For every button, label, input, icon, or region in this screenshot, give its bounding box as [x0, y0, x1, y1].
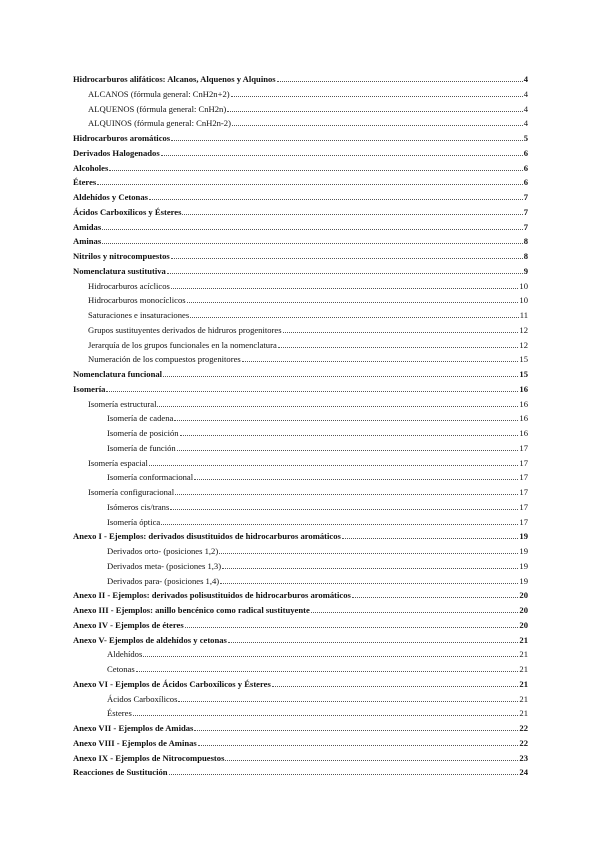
- dot-leader: [102, 243, 523, 244]
- toc-entry-page: 7: [523, 221, 528, 232]
- toc-entry-title: Anexo IX - Ejemplos de Nitrocompuestos: [73, 752, 225, 763]
- dot-leader: [194, 730, 518, 731]
- toc-entry-page: 6: [523, 162, 528, 173]
- toc-entry-title: Derivados para- (posiciones 1,4): [107, 575, 220, 586]
- toc-entry[interactable]: [73, 765, 528, 780]
- toc-entry-title: Anexo III - Ejemplos: anillo bencénico como radical sustituyente: [73, 605, 310, 615]
- dot-leader: [143, 656, 518, 657]
- toc-entry-title: Isomería de función: [107, 442, 176, 453]
- dot-leader: [149, 465, 519, 466]
- toc-entry-page: 21: [519, 664, 528, 674]
- toc-entry-title: Isomería configuracional: [88, 487, 175, 497]
- toc-entry[interactable]: [73, 633, 528, 648]
- toc-entry[interactable]: [73, 618, 528, 633]
- toc-entry[interactable]: [73, 146, 528, 161]
- toc-entry[interactable]: [73, 647, 528, 662]
- dot-leader: [163, 376, 518, 377]
- toc-entry-title: Anexo IV - Ejemplos de éteres: [73, 619, 184, 630]
- toc-entry-title: Ácidos Carboxílicos: [107, 693, 178, 704]
- toc-entry-title: Numeración de los compuestos progenitores: [88, 354, 241, 365]
- toc-entry-title: Hidrocarburos monocíclicos: [88, 295, 186, 306]
- toc-entry-title: Isomería conformacional: [107, 472, 194, 483]
- toc-entry[interactable]: [73, 426, 528, 441]
- toc-entry-page: 21: [519, 634, 528, 645]
- toc-entry[interactable]: [73, 338, 528, 353]
- dot-leader: [133, 715, 519, 716]
- toc-entry-page: 10: [519, 280, 528, 291]
- toc-entry-title: Derivados meta- (posiciones 1,3): [107, 560, 222, 571]
- toc-entry[interactable]: [73, 515, 528, 530]
- toc-entry-page: 24: [519, 767, 528, 778]
- toc-entry-title: Ácidos Carboxílicos y Ésteres: [73, 206, 182, 217]
- toc-entry-title: Aldehídos y Cetonas: [73, 192, 148, 202]
- toc-entry[interactable]: [73, 588, 528, 603]
- toc-entry[interactable]: [73, 116, 528, 131]
- toc-entry-page: 21: [519, 649, 528, 660]
- toc-entry-title: Anexo V- Ejemplos de aldehídos y cetonas: [73, 634, 227, 645]
- toc-entry-title: Anexo VI - Ejemplos de Ácidos Carboxílicos y Ésteres: [73, 678, 271, 689]
- toc-entry[interactable]: [73, 677, 528, 692]
- dot-leader: [170, 509, 518, 510]
- dot-leader: [225, 760, 518, 761]
- dot-leader: [106, 391, 518, 392]
- toc-entry-title: Isomería estructural: [88, 398, 157, 409]
- toc-entry-title: Alcoholes: [73, 162, 109, 173]
- toc-entry[interactable]: [73, 382, 528, 397]
- dot-leader: [352, 597, 519, 598]
- toc-entry[interactable]: [73, 721, 528, 736]
- toc-entry-page: 17: [519, 487, 528, 497]
- toc-entry-page: 20: [519, 619, 528, 630]
- toc-entry-title: Jerarquía de los grupos funcionales en la nomenclatura: [88, 339, 277, 350]
- dot-leader: [232, 125, 523, 126]
- dot-leader: [198, 745, 519, 746]
- toc-entry-title: Reacciones de Sustitución: [73, 767, 168, 778]
- toc-entry[interactable]: [73, 175, 528, 190]
- toc-entry-page: 4: [523, 103, 528, 114]
- toc-entry-page: 17: [519, 516, 528, 527]
- toc-entry-page: 6: [523, 177, 528, 188]
- dot-leader: [231, 96, 523, 97]
- dot-leader: [136, 671, 519, 672]
- toc-entry[interactable]: [73, 205, 528, 220]
- toc-entry-title: Nomenclatura sustitutiva: [73, 265, 166, 276]
- toc-entry[interactable]: [73, 559, 528, 574]
- dot-leader: [175, 494, 518, 495]
- dot-leader: [222, 568, 518, 569]
- toc-entry-title: Cetonas: [107, 664, 135, 674]
- toc-entry-page: 15: [519, 354, 528, 365]
- toc-entry[interactable]: [73, 190, 528, 205]
- toc-entry-page: 17: [519, 457, 528, 468]
- toc-entry-title: Hidrocarburos alifáticos: Alcanos, Alquenos y Alquinos: [73, 74, 276, 84]
- toc-entry[interactable]: [73, 470, 528, 485]
- toc-entry[interactable]: [73, 500, 528, 515]
- toc-entry-title: Nomenclatura funcional: [73, 369, 163, 379]
- dot-leader: [167, 273, 523, 274]
- toc-entry[interactable]: [73, 544, 528, 559]
- toc-entry[interactable]: [73, 692, 528, 707]
- toc-entry[interactable]: [73, 87, 528, 102]
- toc-entry[interactable]: [73, 131, 528, 146]
- toc-entry-page: 5: [523, 133, 528, 143]
- toc-entry[interactable]: [73, 279, 528, 294]
- toc-entry-page: 16: [519, 428, 528, 438]
- toc-entry-title: Isomería óptica: [107, 516, 161, 527]
- toc-entry-page: 19: [519, 531, 528, 542]
- toc-entry[interactable]: [73, 603, 528, 618]
- toc-entry-page: 21: [519, 678, 528, 689]
- dot-leader: [171, 288, 519, 289]
- toc-entry-page: 4: [523, 118, 528, 129]
- toc-entry[interactable]: [73, 234, 528, 249]
- toc-entry-title: Isomería de posición: [107, 428, 179, 438]
- toc-entry-page: 7: [523, 206, 528, 217]
- toc-entry-page: 21: [519, 708, 528, 719]
- toc-entry[interactable]: [73, 161, 528, 176]
- toc-entry-page: 8: [523, 251, 528, 261]
- toc-entry-title: Hidrocarburos aromáticos: [73, 133, 171, 143]
- dot-leader: [178, 701, 518, 702]
- toc-entry-page: 11: [519, 310, 528, 320]
- dot-leader: [311, 612, 519, 613]
- toc-entry-title: Isomería: [73, 383, 106, 394]
- toc-entry[interactable]: [73, 352, 528, 367]
- toc-entry-page: 22: [519, 723, 528, 733]
- toc-entry[interactable]: [73, 397, 528, 412]
- toc-entry-page: 19: [519, 560, 528, 571]
- dot-leader: [194, 479, 518, 480]
- dot-leader: [149, 199, 523, 200]
- toc-entry[interactable]: [73, 249, 528, 264]
- toc-entry-page: 17: [519, 472, 528, 483]
- dot-leader: [161, 155, 523, 156]
- toc-entry-page: 10: [519, 295, 528, 306]
- dot-leader: [102, 229, 523, 230]
- dot-leader: [177, 450, 519, 451]
- toc-entry-page: 4: [523, 88, 528, 99]
- toc-entry[interactable]: [73, 367, 528, 382]
- toc-entry[interactable]: [73, 220, 528, 235]
- toc-entry-page: 9: [523, 265, 528, 276]
- toc-entry[interactable]: [73, 485, 528, 500]
- toc-entry-title: Saturaciones e insaturaciones: [88, 310, 190, 320]
- toc-entry-title: ALQUINOS (fórmula general: CnH2n-2): [88, 118, 231, 129]
- toc-entry-title: Hidrocarburos acíclicos: [88, 280, 170, 291]
- dot-leader: [161, 524, 518, 525]
- toc-entry[interactable]: [73, 574, 528, 589]
- toc-entry-page: 19: [519, 575, 528, 586]
- toc-entry-title: ALQUENOS (fórmula general: CnH2n): [88, 103, 227, 114]
- dot-leader: [220, 583, 518, 584]
- dot-leader: [342, 538, 519, 539]
- dot-leader: [228, 642, 519, 643]
- dot-leader: [187, 302, 519, 303]
- dot-leader: [169, 774, 519, 775]
- dot-leader: [190, 317, 519, 318]
- dot-leader: [283, 332, 519, 333]
- toc-entry-page: 20: [519, 590, 528, 601]
- toc-entry[interactable]: [73, 529, 528, 544]
- toc-entry-page: 16: [519, 398, 528, 409]
- dot-leader: [227, 111, 523, 112]
- toc-entry-page: 4: [523, 74, 528, 84]
- toc-entry[interactable]: [73, 736, 528, 751]
- toc-entry-page: 23: [519, 752, 528, 763]
- toc-entry-page: 16: [519, 383, 528, 394]
- toc-entry-page: 17: [519, 501, 528, 512]
- toc-entry[interactable]: [73, 411, 528, 426]
- dot-leader: [180, 435, 519, 436]
- toc-entry-page: 12: [519, 339, 528, 350]
- toc-entry-page: 12: [519, 324, 528, 335]
- toc-entry[interactable]: [73, 662, 528, 677]
- toc-entry[interactable]: [73, 102, 528, 117]
- toc-entry[interactable]: [73, 293, 528, 308]
- toc-entry-title: Derivados Halogenados: [73, 147, 160, 158]
- toc-entry-title: Nitrilos y nitrocompuestos: [73, 251, 170, 261]
- toc-entry-page: 21: [519, 693, 528, 704]
- dot-leader: [272, 686, 519, 687]
- toc-entry-title: ALCANOS (fórmula general: CnH2n+2): [88, 88, 230, 99]
- toc-entry-page: 19: [519, 546, 528, 556]
- toc-entry-page: 17: [519, 442, 528, 453]
- dot-leader: [182, 214, 522, 215]
- dot-leader: [97, 184, 522, 185]
- toc-entry-title: Anexo VII - Ejemplos de Amidas: [73, 723, 194, 733]
- toc-entry-page: 7: [523, 192, 528, 202]
- dot-leader: [174, 420, 518, 421]
- dot-leader: [219, 553, 518, 554]
- toc-entry-page: 8: [523, 236, 528, 247]
- toc-entry-title: Anexo VIII - Ejemplos de Aminas: [73, 737, 197, 748]
- toc-entry-title: Isomería de cadena: [107, 413, 174, 424]
- toc-entry-title: Ésteres: [107, 708, 132, 719]
- dot-leader: [242, 361, 519, 362]
- toc-entry-title: Aminas: [73, 236, 102, 247]
- toc-entry-page: 20: [519, 605, 528, 615]
- toc-entry-page: 6: [523, 147, 528, 158]
- toc-entry-title: Aldehídos: [107, 649, 143, 660]
- toc-entry-title: Anexo I - Ejemplos: derivados disustituidos de hidrocarburos aromáticos: [73, 531, 341, 542]
- toc-entry-title: Derivados orto- (posiciones 1,2): [107, 546, 219, 556]
- dot-leader: [157, 406, 518, 407]
- dot-leader: [277, 81, 523, 82]
- toc-entry[interactable]: [73, 441, 528, 456]
- toc-entry-title: Isomería espacial: [88, 457, 148, 468]
- toc-entry-title: Amidas: [73, 221, 102, 232]
- toc-entry-page: 16: [519, 413, 528, 424]
- dot-leader: [278, 347, 519, 348]
- dot-leader: [185, 627, 519, 628]
- toc-entry[interactable]: [73, 706, 528, 721]
- toc-entry[interactable]: [73, 264, 528, 279]
- toc-entry[interactable]: [73, 751, 528, 766]
- toc-entry[interactable]: [73, 308, 528, 323]
- toc-entry[interactable]: [73, 323, 528, 338]
- dot-leader: [171, 258, 523, 259]
- dot-leader: [109, 170, 522, 171]
- toc-entry-title: Anexo II - Ejemplos: derivados polisustituidos de hidrocarburos aromáticos: [73, 590, 351, 601]
- toc-entry[interactable]: [73, 456, 528, 471]
- toc-entry[interactable]: [73, 72, 528, 87]
- toc-entry-title: Grupos sustituyentes derivados de hidruros progenitores: [88, 324, 282, 335]
- toc-entry-title: Isómeros cis/trans: [107, 501, 170, 512]
- toc-entry-page: 15: [519, 369, 528, 379]
- toc-entry-page: 22: [519, 737, 528, 748]
- toc-entry-title: Éteres: [73, 177, 97, 188]
- table-of-contents: [73, 72, 528, 780]
- dot-leader: [171, 140, 523, 141]
